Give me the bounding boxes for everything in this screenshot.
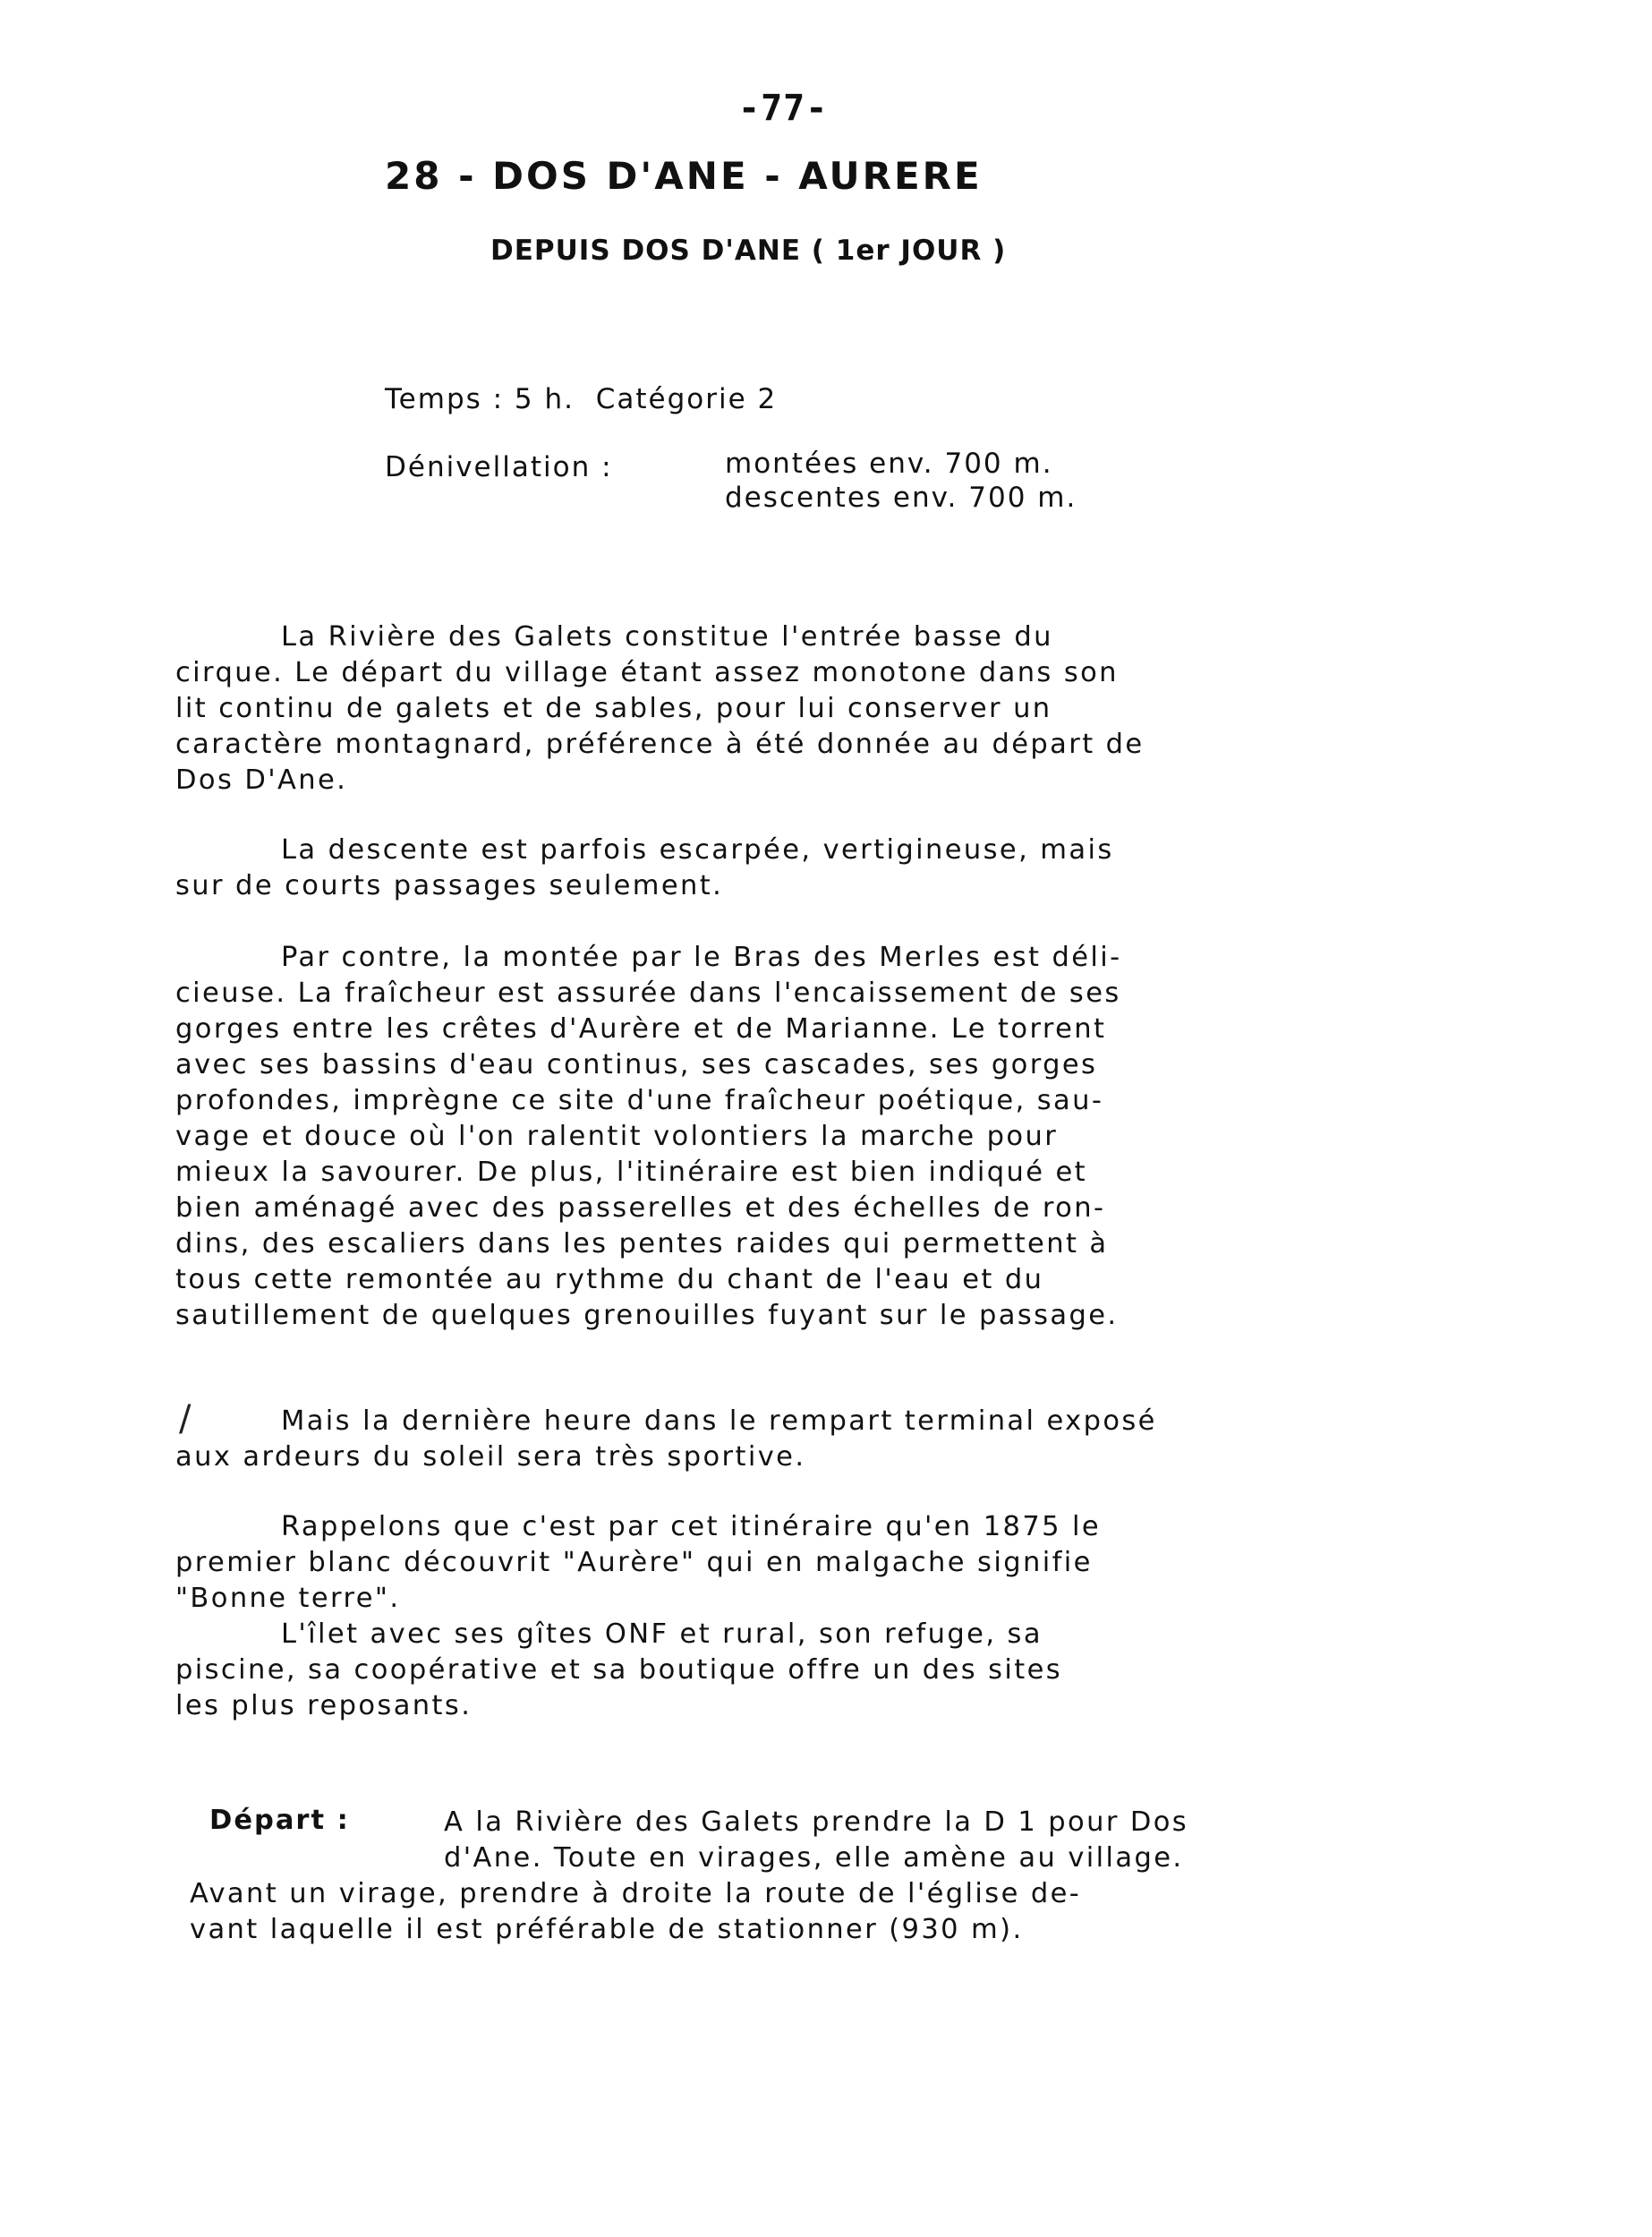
paragraph-line: Par contre, la montée par le Bras des Merles est déli- <box>281 942 1122 973</box>
time-category: Temps : 5 h. Catégorie 2 <box>385 383 778 415</box>
depart-label: Départ : <box>209 1805 350 1836</box>
paragraph-line: piscine, sa coopérative et sa boutique offre un des sites <box>175 1654 1063 1686</box>
paragraph-line: sur de courts passages seulement. <box>175 870 724 901</box>
paragraph-line: La Rivière des Galets constitue l'entrée basse du <box>281 621 1053 653</box>
handwritten-mark: / <box>179 1398 192 1439</box>
paragraph-line: La descente est parfois escarpée, vertigineuse, mais <box>281 834 1114 866</box>
paragraph-line: lit continu de galets et de sables, pour lui conserver un <box>175 693 1052 724</box>
paragraph-line: premier blanc découvrit "Aurère" qui en malgache signifie <box>175 1547 1093 1578</box>
paragraph-line: avec ses bassins d'eau continus, ses cascades, ses gorges <box>175 1049 1098 1080</box>
montees-value: montées env. 700 m. <box>725 448 1053 480</box>
route-subtitle: DEPUIS DOS D'ANE ( 1er JOUR ) <box>490 235 1007 267</box>
paragraph-descente <box>175 832 1473 904</box>
paragraph-line: sautillement de quelques grenouilles fuyant sur le passage. <box>175 1300 1119 1331</box>
paragraph-line: Mais la dernière heure dans le rempart terminal exposé <box>281 1405 1157 1437</box>
paragraph-line: dins, des escaliers dans les pentes raides qui permettent à <box>175 1228 1109 1259</box>
depart-line: d'Ane. Toute en virages, elle amène au village. <box>444 1842 1184 1874</box>
depart-instructions <box>190 1805 1487 1948</box>
paragraph-line: bien aménagé avec des passerelles et des échelles de ron- <box>175 1192 1106 1224</box>
paragraph-line: cirque. Le départ du village étant assez monotone dans son <box>175 657 1119 688</box>
paragraph-line: Rappelons que c'est par cet itinéraire qu'en 1875 le <box>281 1511 1102 1542</box>
descentes-value: descentes env. 700 m. <box>725 482 1077 514</box>
paragraph-line: Dos D'Ane. <box>175 764 348 796</box>
paragraph-line: "Bonne terre". <box>175 1583 401 1614</box>
paragraph-line: L'îlet avec ses gîtes ONF et rural, son refuge, sa <box>281 1618 1043 1650</box>
depart-line: A la Rivière des Galets prendre la D 1 pour Dos <box>444 1806 1189 1838</box>
paragraph-histoire <box>175 1509 1473 1617</box>
paragraph-line: mieux la savourer. De plus, l'itinéraire est bien indiqué et <box>175 1157 1087 1188</box>
paragraph-ilet <box>175 1617 1473 1724</box>
paragraph-derniere-heure <box>175 1404 1473 1475</box>
paragraph-line: aux ardeurs du soleil sera très sportive. <box>175 1441 806 1473</box>
paragraph-line: cieuse. La fraîcheur est assurée dans l'encaissement de ses <box>175 978 1121 1009</box>
paragraph-line: profondes, imprègne ce site d'une fraîcheur poétique, sau- <box>175 1085 1104 1116</box>
page-number: -77- <box>738 88 829 129</box>
denivellation-label: Dénivellation : <box>385 451 613 483</box>
paragraph-line: tous cette remontée au rythme du chant de l'eau et du <box>175 1264 1044 1295</box>
route-title: 28 - DOS D'ANE - AURERE <box>385 154 983 198</box>
paragraph-line: gorges entre les crêtes d'Aurère et de Marianne. Le torrent <box>175 1013 1107 1045</box>
depart-line: vant laquelle il est préférable de stationner (930 m). <box>190 1914 1024 1945</box>
depart-line: Avant un virage, prendre à droite la route de l'église de- <box>190 1878 1082 1909</box>
paragraph-line: vage et douce où l'on ralentit volontiers la marche pour <box>175 1121 1059 1152</box>
paragraph-intro <box>175 619 1473 798</box>
paragraph-line: caractère montagnard, préférence à été donnée au départ de <box>175 729 1145 760</box>
paragraph-line: les plus reposants. <box>175 1690 473 1721</box>
paragraph-montee <box>175 940 1473 1334</box>
